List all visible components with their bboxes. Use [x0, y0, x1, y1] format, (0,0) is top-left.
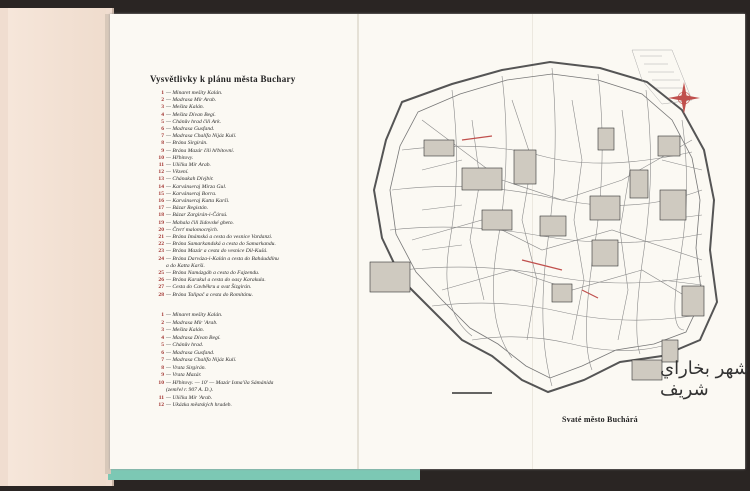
legend-number: 8	[161, 364, 164, 371]
legend-text: — Cesta do Cavběkru a svat Šizgirán.	[166, 284, 252, 291]
legend-list-primary	[152, 90, 362, 299]
legend-number: 28	[158, 291, 164, 298]
legend-text: — Mešita Kalán.	[166, 327, 205, 333]
legend-number: 12	[158, 169, 164, 176]
legend-row	[152, 104, 362, 111]
legend-number: 19	[158, 219, 164, 226]
legend-text: — Hřbitovy. — 10' — Mazár Isma'íla Sámánida	[166, 379, 274, 386]
legend-number: 1	[161, 90, 164, 96]
legend-number: 8	[161, 140, 164, 147]
legend-number: 11	[158, 162, 164, 169]
legend-row	[152, 365, 362, 373]
legend-number: 27	[158, 284, 164, 291]
legend-text: — Chánův hrad čili Ark.	[166, 118, 222, 125]
legend-row	[152, 140, 362, 147]
legend-number: 13	[158, 176, 164, 183]
legend-number: 2	[161, 319, 164, 326]
legend-number: 12	[158, 402, 164, 408]
legend-number: 7	[161, 133, 164, 140]
legend-text: — Brána Darváza-i-Kalán a cesta do Baháuddínu	[166, 255, 279, 262]
compass-rose	[668, 82, 700, 114]
monument-sketches	[370, 128, 704, 380]
legend-row	[152, 380, 362, 388]
legend-row	[152, 292, 362, 299]
legend-row	[152, 90, 362, 97]
legend-row	[152, 270, 362, 277]
legend-row	[152, 148, 362, 155]
legend-text: — Brána Mazár čili hřbitovní.	[166, 147, 235, 154]
legend-number: 3	[161, 327, 164, 333]
legend-number: 17	[158, 205, 164, 212]
legend-number: 16	[158, 198, 164, 205]
legend-text: — Karvánseraj Borra.	[166, 190, 217, 197]
legend-number: 7	[161, 357, 164, 363]
legend-number: 2	[161, 97, 164, 104]
legend-row	[152, 191, 362, 198]
legend-text: — Chánakah Dívjbir.	[166, 176, 214, 183]
legend-row	[152, 212, 362, 219]
legend-row	[152, 198, 362, 205]
legend-text: — Ukázka městských hradeb.	[166, 402, 232, 408]
legend-number: 10	[158, 154, 164, 161]
legend-number: 18	[158, 212, 164, 219]
legend-number: 5	[161, 342, 164, 348]
legend-number: 25	[158, 270, 164, 277]
legend-number: 9	[161, 372, 164, 378]
legend-text: — Madrasa Dívan Begí.	[166, 334, 221, 341]
legend-text: — Čtvrť malomocných.	[166, 226, 219, 233]
legend-row	[152, 387, 362, 395]
legend-row	[152, 256, 362, 263]
legend-number: 4	[161, 111, 164, 118]
legend-row	[152, 312, 362, 320]
legend-text: — Mahala čili židovské gheto.	[166, 219, 234, 226]
legend-row	[152, 402, 362, 410]
legend-text: — Vrata Sirgirán.	[166, 364, 206, 371]
legend-text: — Brána Talipač a cesta do Romitánu.	[166, 291, 253, 298]
legend-number: 5	[161, 118, 164, 125]
legend-text: — Mešita Kalán.	[166, 104, 205, 111]
legend-row	[152, 133, 362, 140]
legend-row	[152, 220, 362, 227]
legend-title: Vysvětlivky k plánu města Buchary	[150, 74, 296, 84]
legend-number: 14	[158, 183, 164, 190]
legend-row	[152, 248, 362, 255]
legend-row	[152, 112, 362, 119]
legend-text: — Brána Imámská a cesta do vesnice Vardanzi.	[166, 234, 273, 241]
legend-text: a do Katta Karši.	[166, 262, 205, 269]
legend-row	[152, 97, 362, 104]
legend-number: 24	[158, 255, 164, 262]
legend-text: — Karvánseraj Katta Karši.	[166, 198, 230, 205]
legend-text: — Chánův hrad.	[166, 342, 204, 348]
legend-text: — Brána Sirgirán.	[166, 140, 208, 147]
legend-text: — Hřbitovy.	[166, 154, 194, 161]
map-caption: Svaté město Buchárá	[562, 415, 638, 424]
legend-list-secondary	[152, 312, 362, 410]
legend-row	[152, 119, 362, 126]
legend-number: 1	[161, 312, 164, 318]
legend-row	[152, 184, 362, 191]
legend-number: 20	[158, 226, 164, 233]
legend-number: 21	[158, 234, 164, 241]
legend-row	[152, 155, 362, 162]
legend-text: — Madrasa Chalífa Nijáz Kulí.	[166, 133, 237, 140]
legend-number: 3	[161, 104, 164, 111]
legend-text: — Ulička Mír 'Arab.	[166, 394, 213, 401]
legend-row	[152, 357, 362, 365]
legend-number: 11	[158, 394, 164, 401]
legend-text: — Vrata Mazár.	[166, 372, 202, 378]
legend-row	[152, 327, 362, 335]
legend-number: 6	[161, 349, 164, 356]
legend-text: — Bázar Zargirán-i-Čársú.	[166, 212, 228, 219]
legend-text: — Madrasa Chalífa Nijáz Kulí.	[166, 357, 237, 363]
legend-row	[152, 227, 362, 234]
legend-text: — Madrasa Gusfand.	[166, 349, 215, 356]
book-cover	[0, 8, 114, 486]
legend-row	[152, 176, 362, 183]
map-calligraphy: شهر بخاراي شريف	[660, 358, 749, 400]
legend-row	[152, 395, 362, 403]
legend-row	[152, 372, 362, 380]
legend-row	[152, 335, 362, 343]
legend-text: (zemřel r. 907 A. D.).	[166, 387, 214, 393]
legend-text: — Brána Namázgáh a cesta do Fajzendu.	[166, 270, 260, 277]
legend-row	[152, 263, 362, 270]
legend-text: — Minaret mešity Kalán.	[166, 90, 223, 96]
cover-inner	[8, 8, 106, 486]
legend-number: 23	[158, 248, 164, 255]
legend-number: 4	[161, 334, 164, 341]
legend-text: — Madrasa Mír Arab.	[166, 97, 217, 104]
legend-text: — Madrasa Mír 'Arab.	[166, 319, 218, 326]
legend-text: — Vězení.	[166, 169, 189, 176]
legend-text: — Ulička Mír Arab.	[166, 162, 211, 169]
legend-row	[152, 162, 362, 169]
legend-row	[152, 284, 362, 291]
legend-number: 22	[158, 241, 164, 248]
legend-number: 9	[161, 147, 164, 154]
legend-row	[152, 241, 362, 248]
legend-text: — Brána Mazár a cesta do vesnice Dil-Kušá.	[166, 248, 268, 255]
legend-number	[152, 263, 164, 270]
legend-text: — Bázar Registán.	[166, 205, 209, 212]
legend-text: — Brána Samarkandská a cesta do Samarkandu.	[166, 241, 276, 248]
legend-text: — Minaret mešity Kalán.	[166, 312, 223, 318]
legend-text: — Karvánseraj Mirza Gul.	[166, 183, 227, 190]
legend-number: 6	[161, 126, 164, 133]
legend-row	[152, 350, 362, 358]
legend-number: 26	[158, 277, 164, 284]
legend-number: 15	[158, 190, 164, 197]
legend-text: — Brána Karakul a cesta do oasy Karakula.	[166, 277, 266, 284]
legend-row	[152, 342, 362, 350]
legend-row	[152, 320, 362, 328]
legend-number	[152, 387, 164, 395]
legend-row	[152, 169, 362, 176]
legend-text: — Mešita Dívan Begí.	[166, 111, 216, 118]
legend-number: 10	[158, 379, 164, 386]
legend-row	[152, 234, 362, 241]
legend-text: — Madrasa Gusfand.	[166, 126, 215, 133]
